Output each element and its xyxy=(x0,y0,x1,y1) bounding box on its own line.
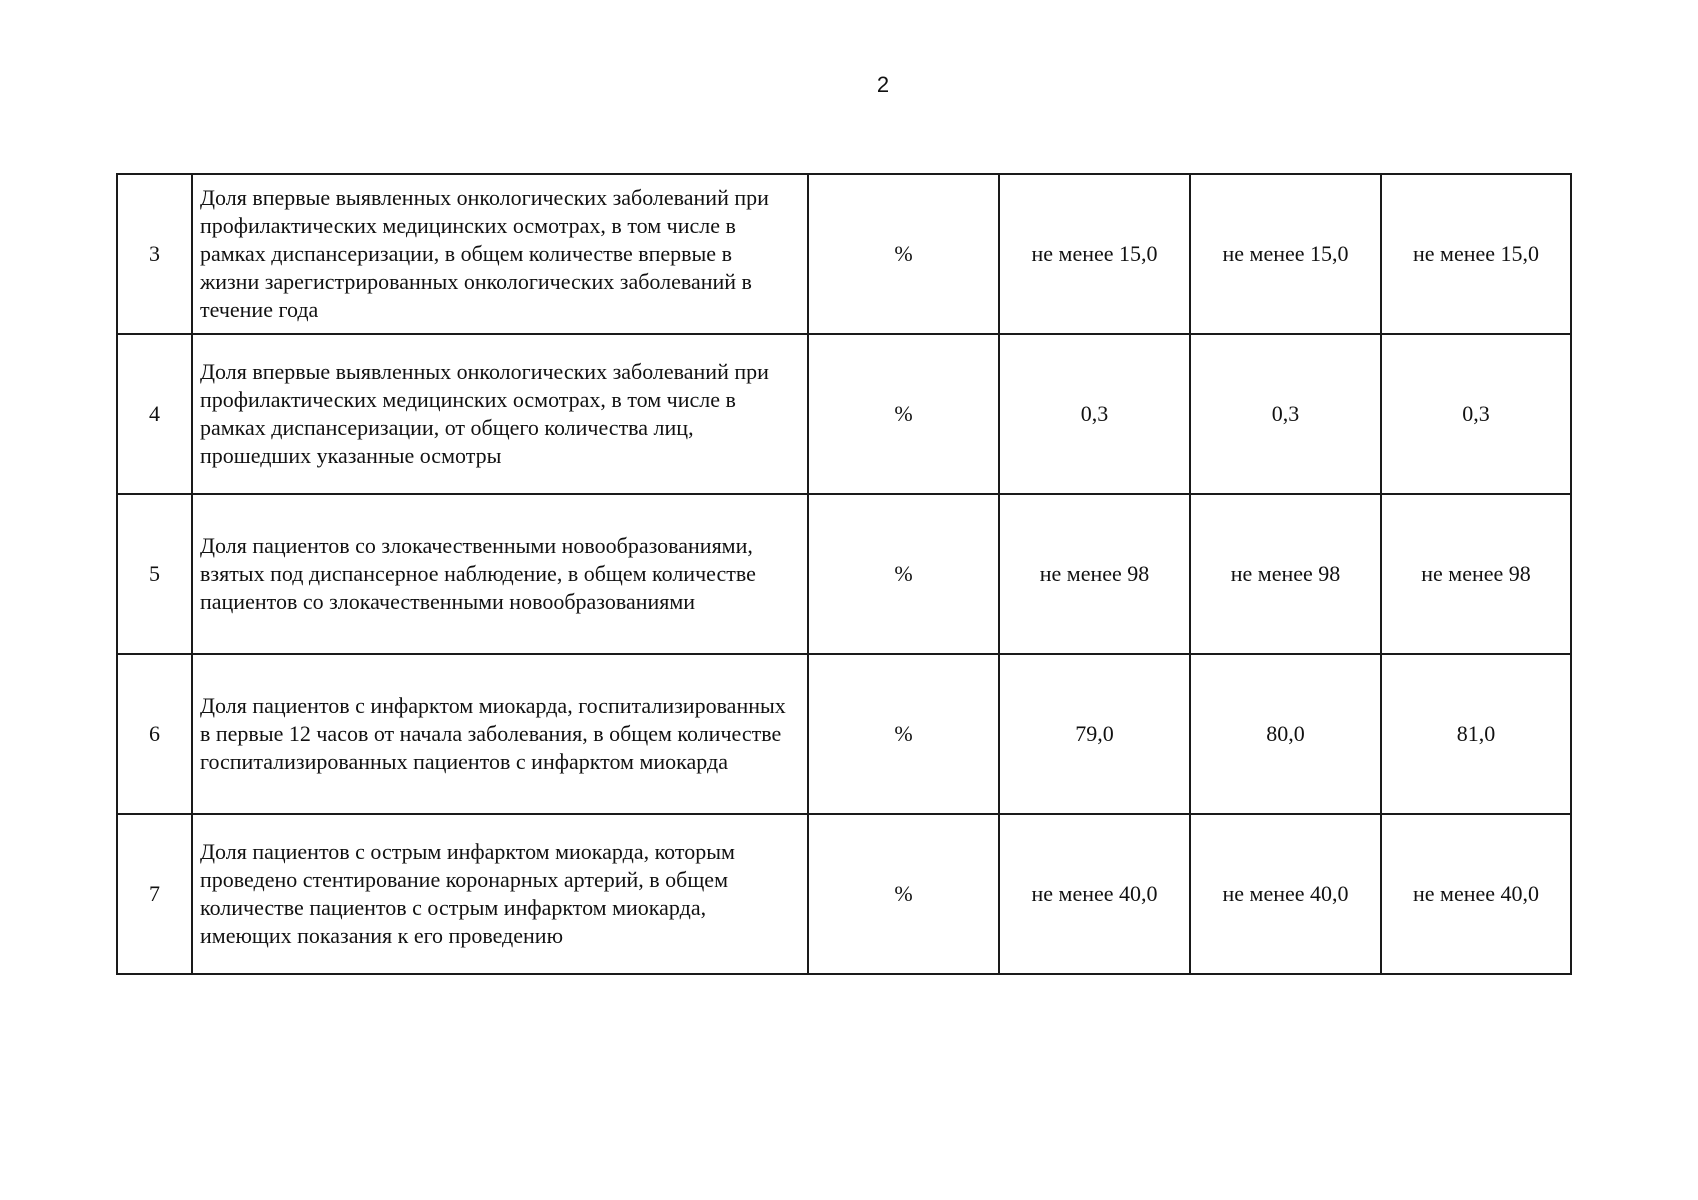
row-number: 3 xyxy=(117,174,192,334)
value-cell-year-2: не менее 98 xyxy=(1190,494,1381,654)
unit-cell: % xyxy=(808,654,999,814)
value-cell-year-2: 0,3 xyxy=(1190,334,1381,494)
value-cell-year-3: 0,3 xyxy=(1381,334,1571,494)
indicator-name: Доля пациентов с острым инфарктом миокарда, которым проведено стентирование коронарных артерий, в общем количестве пациентов с острым инфарктом миокарда, имеющих показания к его проведению xyxy=(192,814,808,974)
unit-cell: % xyxy=(808,334,999,494)
value-cell-year-3: не менее 40,0 xyxy=(1381,814,1571,974)
value-cell-year-3: 81,0 xyxy=(1381,654,1571,814)
value-cell-year-2: 80,0 xyxy=(1190,654,1381,814)
value-cell-year-2: не менее 40,0 xyxy=(1190,814,1381,974)
value-cell-year-1: не менее 15,0 xyxy=(999,174,1190,334)
table-row xyxy=(117,494,1571,654)
value-cell-year-1: 0,3 xyxy=(999,334,1190,494)
unit-cell: % xyxy=(808,814,999,974)
unit-cell: % xyxy=(808,494,999,654)
indicator-name: Доля пациентов со злокачественными новообразованиями, взятых под диспансерное наблюдение, в общем количестве пациентов со злокачественными новообразованиями xyxy=(192,494,808,654)
table-row xyxy=(117,654,1571,814)
value-cell-year-1: не менее 98 xyxy=(999,494,1190,654)
value-cell-year-3: не менее 15,0 xyxy=(1381,174,1571,334)
indicator-name: Доля впервые выявленных онкологических заболеваний при профилактических медицинских осмотрах, в том числе в рамках диспансеризации, от общего количества лиц, прошедших указанные осмотры xyxy=(192,334,808,494)
value-cell-year-3: не менее 98 xyxy=(1381,494,1571,654)
unit-cell: % xyxy=(808,174,999,334)
table-row xyxy=(117,814,1571,974)
row-number: 4 xyxy=(117,334,192,494)
table-row xyxy=(117,174,1571,334)
indicators-table xyxy=(116,173,1572,975)
value-cell-year-1: не менее 40,0 xyxy=(999,814,1190,974)
row-number: 5 xyxy=(117,494,192,654)
value-cell-year-2: не менее 15,0 xyxy=(1190,174,1381,334)
indicator-name: Доля впервые выявленных онкологических заболеваний при профилактических медицинских осмотрах, в том числе в рамках диспансеризации, в общем количестве впервые в жизни зарегистрированных онкологических заболеваний в течение года xyxy=(192,174,808,334)
table-row xyxy=(117,334,1571,494)
row-number: 7 xyxy=(117,814,192,974)
value-cell-year-1: 79,0 xyxy=(999,654,1190,814)
row-number: 6 xyxy=(117,654,192,814)
page-number: 2 xyxy=(876,72,890,97)
indicator-name: Доля пациентов с инфарктом миокарда, госпитализированных в первые 12 часов от начала заболевания, в общем количестве госпитализированных пациентов с инфарктом миокарда xyxy=(192,654,808,814)
